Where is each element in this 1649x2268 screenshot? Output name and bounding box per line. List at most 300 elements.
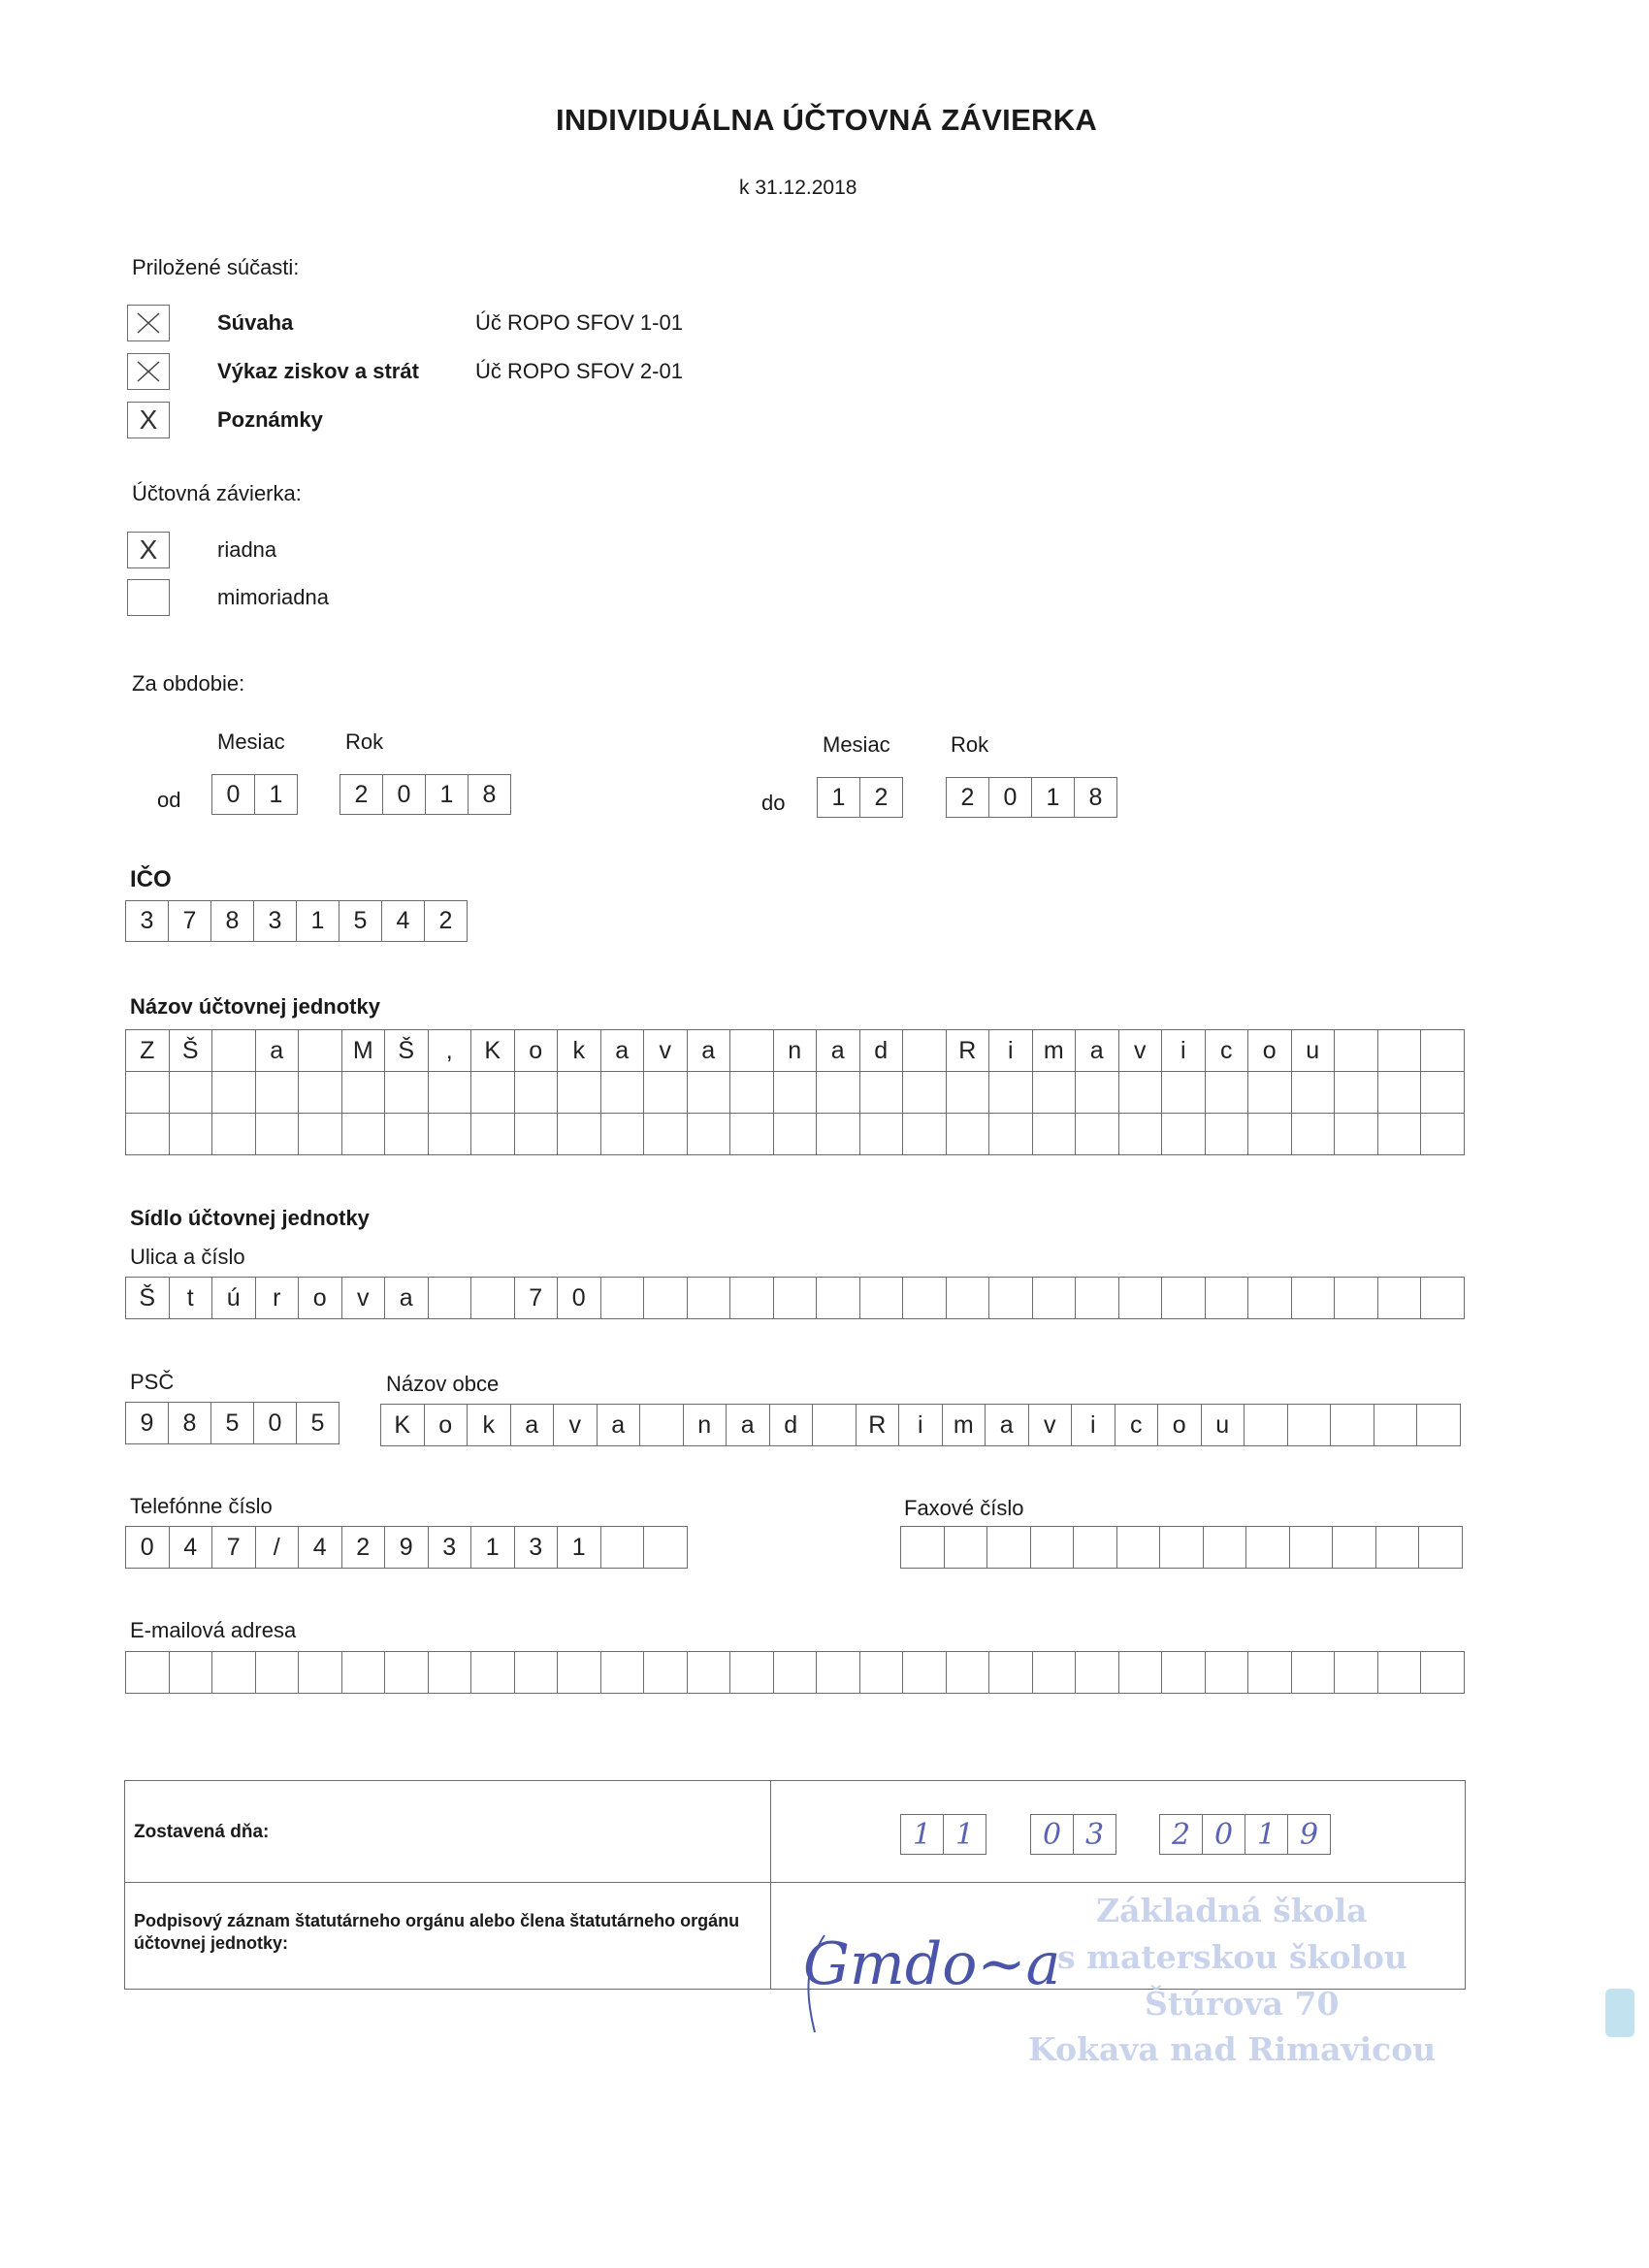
- compiled-year-field[interactable]: [1159, 1814, 1331, 1855]
- report-date: k 31.12.2018: [739, 177, 857, 199]
- signature: Gmdo~a: [803, 1930, 1061, 1998]
- char-cell: [1330, 1404, 1374, 1446]
- char-cell: [384, 1113, 429, 1155]
- char-cell: [773, 1113, 818, 1155]
- char-cell: 0: [988, 777, 1032, 818]
- phone-label: Telefónne číslo: [130, 1494, 273, 1518]
- char-cell: [900, 1526, 945, 1569]
- char-cell: 2: [859, 777, 903, 818]
- char-cell: a: [985, 1404, 1029, 1446]
- char-cell: 2: [424, 900, 468, 942]
- char-cell: [600, 1651, 645, 1694]
- char-cell: [470, 1651, 515, 1694]
- char-cell: K: [380, 1404, 425, 1446]
- entity-name-row-1[interactable]: [125, 1029, 1465, 1072]
- char-cell: 0: [125, 1526, 170, 1569]
- entity-name-row-2[interactable]: [125, 1071, 1465, 1114]
- char-cell: v: [341, 1277, 386, 1319]
- char-cell: [1161, 1071, 1206, 1114]
- char-cell: [1334, 1651, 1378, 1694]
- char-cell: [1032, 1113, 1077, 1155]
- char-cell: [557, 1651, 601, 1694]
- attachment-label-suvaha: Súvaha: [217, 310, 294, 335]
- char-cell: 3: [514, 1526, 559, 1569]
- char-cell: [125, 1071, 170, 1114]
- char-cell: [1420, 1113, 1465, 1155]
- char-cell: [812, 1404, 857, 1446]
- char-cell: [1032, 1071, 1077, 1114]
- char-cell: 1: [296, 900, 340, 942]
- stamp-line-2: s materskou školou: [1057, 1938, 1407, 1976]
- char-cell: a: [255, 1029, 300, 1072]
- char-cell: [729, 1071, 774, 1114]
- char-cell: [1334, 1029, 1378, 1072]
- char-cell: [125, 1651, 170, 1694]
- char-cell: [946, 1277, 990, 1319]
- char-cell: [255, 1651, 300, 1694]
- seat-label: Sídlo účtovnej jednotky: [130, 1206, 370, 1230]
- char-cell: [988, 1277, 1033, 1319]
- char-cell: 3: [125, 900, 169, 942]
- char-cell: v: [1118, 1029, 1163, 1072]
- char-cell: [169, 1651, 213, 1694]
- char-cell: [946, 1113, 990, 1155]
- char-cell: [514, 1113, 559, 1155]
- char-cell: [428, 1277, 472, 1319]
- char-cell: d: [769, 1404, 814, 1446]
- char-cell: [687, 1651, 731, 1694]
- char-cell: M: [341, 1029, 386, 1072]
- char-cell: 9: [384, 1526, 429, 1569]
- char-cell: Š: [125, 1277, 170, 1319]
- char-cell: 8: [468, 774, 511, 815]
- char-cell: u: [1291, 1029, 1336, 1072]
- edge-mark: [1605, 1989, 1634, 2037]
- char-cell: 1: [900, 1814, 944, 1855]
- char-cell: [341, 1113, 386, 1155]
- char-cell: [255, 1113, 300, 1155]
- char-cell: 9: [1287, 1814, 1331, 1855]
- char-cell: [428, 1113, 472, 1155]
- char-cell: [1205, 1277, 1249, 1319]
- char-cell: [643, 1071, 688, 1114]
- closing-label-mimoriadna: mimoriadna: [217, 585, 329, 609]
- email-label: E-mailová adresa: [130, 1618, 297, 1642]
- char-cell: 3: [428, 1526, 472, 1569]
- char-cell: [125, 1113, 170, 1155]
- attachment-label-vykaz: Výkaz ziskov a strát: [217, 359, 419, 383]
- char-cell: [729, 1277, 774, 1319]
- char-cell: [639, 1404, 684, 1446]
- char-cell: [600, 1071, 645, 1114]
- checkbox-riadna[interactable]: X: [127, 532, 170, 568]
- char-cell: [1334, 1071, 1378, 1114]
- char-cell: [470, 1277, 515, 1319]
- char-cell: o: [424, 1404, 469, 1446]
- char-cell: [1291, 1277, 1336, 1319]
- char-cell: [384, 1071, 429, 1114]
- char-cell: i: [1071, 1404, 1116, 1446]
- char-cell: [902, 1651, 947, 1694]
- char-cell: 7: [514, 1277, 559, 1319]
- char-cell: a: [384, 1277, 429, 1319]
- char-cell: [816, 1113, 860, 1155]
- char-cell: [643, 1651, 688, 1694]
- char-cell: [1030, 1526, 1075, 1569]
- char-cell: [1247, 1113, 1292, 1155]
- char-cell: [1161, 1113, 1206, 1155]
- char-cell: [1334, 1113, 1378, 1155]
- char-cell: [557, 1113, 601, 1155]
- char-cell: [816, 1277, 860, 1319]
- compiled-day-field[interactable]: [900, 1814, 986, 1855]
- char-cell: [859, 1651, 904, 1694]
- char-cell: [298, 1071, 342, 1114]
- char-cell: [211, 1071, 256, 1114]
- char-cell: [643, 1277, 688, 1319]
- char-cell: [1420, 1071, 1465, 1114]
- char-cell: [1159, 1526, 1204, 1569]
- char-cell: [1291, 1651, 1336, 1694]
- from-year-field[interactable]: [340, 774, 511, 815]
- char-cell: 1: [557, 1526, 601, 1569]
- char-cell: [773, 1071, 818, 1114]
- char-cell: [816, 1071, 860, 1114]
- char-cell: [1118, 1651, 1163, 1694]
- char-cell: [773, 1651, 818, 1694]
- to-label: do: [761, 791, 786, 815]
- char-cell: [773, 1277, 818, 1319]
- char-cell: [341, 1651, 386, 1694]
- entity-name-row-3[interactable]: [125, 1113, 1465, 1155]
- char-cell: [729, 1029, 774, 1072]
- char-cell: [1245, 1526, 1290, 1569]
- char-cell: [946, 1651, 990, 1694]
- char-cell: a: [510, 1404, 555, 1446]
- char-cell: [1377, 1277, 1422, 1319]
- char-cell: a: [687, 1029, 731, 1072]
- char-cell: 2: [1159, 1814, 1203, 1855]
- char-cell: 8: [1074, 777, 1117, 818]
- stamp-line-1: Základná škola: [1096, 1892, 1368, 1929]
- char-cell: [1032, 1277, 1077, 1319]
- char-cell: [1247, 1651, 1292, 1694]
- fax-field[interactable]: [900, 1526, 1463, 1569]
- char-cell: a: [726, 1404, 770, 1446]
- char-cell: [1116, 1526, 1161, 1569]
- char-cell: o: [514, 1029, 559, 1072]
- char-cell: 8: [210, 900, 254, 942]
- char-cell: [988, 1651, 1033, 1694]
- char-cell: [1377, 1113, 1422, 1155]
- char-cell: a: [1075, 1029, 1119, 1072]
- psc-field[interactable]: [125, 1402, 340, 1444]
- char-cell: 0: [557, 1277, 601, 1319]
- char-cell: [600, 1526, 645, 1569]
- char-cell: [1289, 1526, 1334, 1569]
- street-label: Ulica a číslo: [130, 1245, 245, 1269]
- char-cell: 5: [210, 1402, 254, 1444]
- char-cell: [470, 1071, 515, 1114]
- checkbox-suvaha[interactable]: [127, 305, 170, 341]
- city-label: Názov obce: [386, 1372, 500, 1396]
- cross-mark-icon: [136, 311, 161, 335]
- char-cell: 5: [339, 900, 382, 942]
- signature-table-divider-h: [124, 1882, 1466, 1883]
- char-cell: [1203, 1526, 1247, 1569]
- page-title: INDIVIDUÁLNA ÚČTOVNÁ ZÁVIERKA: [556, 103, 1098, 137]
- char-cell: 0: [1030, 1814, 1074, 1855]
- char-cell: 9: [125, 1402, 169, 1444]
- char-cell: 4: [381, 900, 425, 942]
- char-cell: a: [600, 1029, 645, 1072]
- char-cell: c: [1115, 1404, 1159, 1446]
- char-cell: [600, 1113, 645, 1155]
- char-cell: [687, 1277, 731, 1319]
- char-cell: R: [946, 1029, 990, 1072]
- from-month-field[interactable]: [211, 774, 298, 815]
- char-cell: 1: [470, 1526, 515, 1569]
- stamp-line-3: Štúrova 70: [1145, 1985, 1340, 2023]
- char-cell: m: [1032, 1029, 1077, 1072]
- checkbox-mimoriadna[interactable]: [127, 579, 170, 616]
- char-cell: v: [553, 1404, 598, 1446]
- char-cell: [298, 1113, 342, 1155]
- char-cell: [1032, 1651, 1077, 1694]
- char-cell: m: [942, 1404, 986, 1446]
- char-cell: 7: [211, 1526, 256, 1569]
- char-cell: t: [169, 1277, 213, 1319]
- char-cell: n: [683, 1404, 728, 1446]
- attachments-heading: Priložené súčasti:: [132, 255, 300, 279]
- char-cell: 5: [296, 1402, 340, 1444]
- char-cell: Š: [169, 1029, 213, 1072]
- char-cell: [1332, 1526, 1376, 1569]
- char-cell: [1374, 1404, 1418, 1446]
- char-cell: [643, 1526, 688, 1569]
- char-cell: o: [1157, 1404, 1202, 1446]
- ico-field[interactable]: [125, 900, 468, 942]
- char-cell: k: [467, 1404, 511, 1446]
- char-cell: [298, 1651, 342, 1694]
- char-cell: u: [1201, 1404, 1245, 1446]
- char-cell: [902, 1113, 947, 1155]
- char-cell: ú: [211, 1277, 256, 1319]
- char-cell: Z: [125, 1029, 170, 1072]
- char-cell: [169, 1113, 213, 1155]
- char-cell: [1247, 1277, 1292, 1319]
- char-cell: i: [1161, 1029, 1206, 1072]
- char-cell: [859, 1113, 904, 1155]
- char-cell: [1075, 1113, 1119, 1155]
- char-cell: K: [470, 1029, 515, 1072]
- char-cell: [298, 1029, 342, 1072]
- char-cell: 1: [817, 777, 860, 818]
- char-cell: [1291, 1071, 1336, 1114]
- to-year-label: Rok: [951, 732, 989, 757]
- signature-stroke-icon: [795, 1926, 854, 2042]
- char-cell: [1075, 1651, 1119, 1694]
- char-cell: [211, 1113, 256, 1155]
- to-month-field[interactable]: [817, 777, 903, 818]
- char-cell: v: [1028, 1404, 1073, 1446]
- char-cell: 3: [1073, 1814, 1116, 1855]
- char-cell: [944, 1526, 988, 1569]
- char-cell: [902, 1071, 947, 1114]
- attachment-code-vykaz: Úč ROPO SFOV 2-01: [475, 359, 683, 383]
- street-field[interactable]: [125, 1277, 1465, 1319]
- from-year-label: Rok: [345, 729, 384, 754]
- char-cell: [428, 1071, 472, 1114]
- char-cell: 4: [298, 1526, 342, 1569]
- compiled-label: Zostavená dňa:: [134, 1822, 270, 1842]
- char-cell: [946, 1071, 990, 1114]
- char-cell: [1420, 1029, 1465, 1072]
- signature-label-line-1: Podpisový záznam štatutárneho orgánu alebo člena štatutárneho orgánu: [134, 1911, 740, 1930]
- char-cell: [255, 1071, 300, 1114]
- cross-mark-icon: [136, 360, 161, 383]
- email-field[interactable]: [125, 1651, 1465, 1694]
- char-cell: [859, 1277, 904, 1319]
- char-cell: [557, 1071, 601, 1114]
- char-cell: [1205, 1651, 1249, 1694]
- char-cell: 3: [253, 900, 297, 942]
- char-cell: [988, 1113, 1033, 1155]
- signature-table-divider-v: [770, 1780, 771, 1990]
- char-cell: [514, 1651, 559, 1694]
- char-cell: [1420, 1277, 1465, 1319]
- entity-name-label: Názov účtovnej jednotky: [130, 994, 380, 1019]
- char-cell: [1416, 1404, 1461, 1446]
- char-cell: [211, 1029, 256, 1072]
- char-cell: [1075, 1277, 1119, 1319]
- char-cell: r: [255, 1277, 300, 1319]
- char-cell: [1205, 1113, 1249, 1155]
- char-cell: 2: [946, 777, 989, 818]
- char-cell: [1291, 1113, 1336, 1155]
- from-month-label: Mesiac: [217, 729, 285, 754]
- phone-field[interactable]: [125, 1526, 688, 1569]
- char-cell: 0: [382, 774, 426, 815]
- checkbox-vykaz[interactable]: [127, 353, 170, 390]
- to-month-label: Mesiac: [823, 732, 890, 757]
- char-cell: /: [255, 1526, 300, 1569]
- char-cell: [341, 1071, 386, 1114]
- char-cell: k: [557, 1029, 601, 1072]
- char-cell: 1: [254, 774, 298, 815]
- char-cell: [988, 1071, 1033, 1114]
- char-cell: [1420, 1651, 1465, 1694]
- char-cell: [729, 1651, 774, 1694]
- char-cell: 0: [211, 774, 255, 815]
- char-cell: [902, 1029, 947, 1072]
- fax-label: Faxové číslo: [904, 1496, 1024, 1520]
- char-cell: [1244, 1404, 1288, 1446]
- char-cell: 8: [168, 1402, 211, 1444]
- char-cell: [1118, 1071, 1163, 1114]
- char-cell: [1161, 1277, 1206, 1319]
- char-cell: [687, 1071, 731, 1114]
- char-cell: [1287, 1404, 1332, 1446]
- attachment-code-suvaha: Úč ROPO SFOV 1-01: [475, 310, 683, 335]
- signature-label-line-2: účtovnej jednotky:: [134, 1933, 289, 1953]
- char-cell: a: [816, 1029, 860, 1072]
- char-cell: v: [643, 1029, 688, 1072]
- char-cell: Š: [384, 1029, 429, 1072]
- char-cell: i: [988, 1029, 1033, 1072]
- char-cell: [1161, 1651, 1206, 1694]
- char-cell: R: [856, 1404, 900, 1446]
- psc-label: PSČ: [130, 1370, 175, 1394]
- char-cell: d: [859, 1029, 904, 1072]
- closing-label-riadna: riadna: [217, 537, 277, 562]
- char-cell: [1377, 1071, 1422, 1114]
- char-cell: 1: [943, 1814, 986, 1855]
- char-cell: [986, 1526, 1031, 1569]
- ico-label: IČO: [130, 866, 172, 892]
- period-heading: Za obdobie:: [132, 671, 245, 696]
- char-cell: n: [773, 1029, 818, 1072]
- char-cell: [1377, 1651, 1422, 1694]
- char-cell: [859, 1071, 904, 1114]
- char-cell: [1073, 1526, 1117, 1569]
- char-cell: 7: [168, 900, 211, 942]
- char-cell: [1205, 1071, 1249, 1114]
- char-cell: [643, 1113, 688, 1155]
- char-cell: [1334, 1277, 1378, 1319]
- char-cell: [816, 1651, 860, 1694]
- char-cell: [902, 1277, 947, 1319]
- closing-heading: Účtovná závierka:: [132, 481, 302, 505]
- char-cell: [514, 1071, 559, 1114]
- char-cell: ,: [428, 1029, 472, 1072]
- char-cell: [1075, 1071, 1119, 1114]
- to-year-field[interactable]: [946, 777, 1117, 818]
- char-cell: 1: [1245, 1814, 1288, 1855]
- char-cell: 1: [425, 774, 469, 815]
- char-cell: [470, 1113, 515, 1155]
- char-cell: [1377, 1029, 1422, 1072]
- char-cell: o: [1247, 1029, 1292, 1072]
- char-cell: [428, 1651, 472, 1694]
- char-cell: [1118, 1277, 1163, 1319]
- char-cell: [384, 1651, 429, 1694]
- char-cell: 4: [169, 1526, 213, 1569]
- char-cell: 2: [341, 1526, 386, 1569]
- char-cell: 0: [1202, 1814, 1245, 1855]
- char-cell: [729, 1113, 774, 1155]
- char-cell: i: [898, 1404, 943, 1446]
- char-cell: 2: [340, 774, 383, 815]
- char-cell: [211, 1651, 256, 1694]
- char-cell: [1247, 1071, 1292, 1114]
- compiled-month-field[interactable]: [1030, 1814, 1116, 1855]
- char-cell: o: [298, 1277, 342, 1319]
- char-cell: [1118, 1113, 1163, 1155]
- char-cell: 1: [1031, 777, 1075, 818]
- char-cell: [600, 1277, 645, 1319]
- char-cell: [1418, 1526, 1463, 1569]
- char-cell: 0: [253, 1402, 297, 1444]
- attachment-label-poznamky: Poznámky: [217, 407, 323, 432]
- char-cell: [687, 1113, 731, 1155]
- checkbox-poznamky[interactable]: X: [127, 402, 170, 438]
- from-label: od: [157, 788, 181, 812]
- city-field[interactable]: [380, 1404, 1461, 1446]
- char-cell: [1375, 1526, 1420, 1569]
- char-cell: [169, 1071, 213, 1114]
- stamp-line-4: Kokava nad Rimavicou: [1028, 2030, 1437, 2068]
